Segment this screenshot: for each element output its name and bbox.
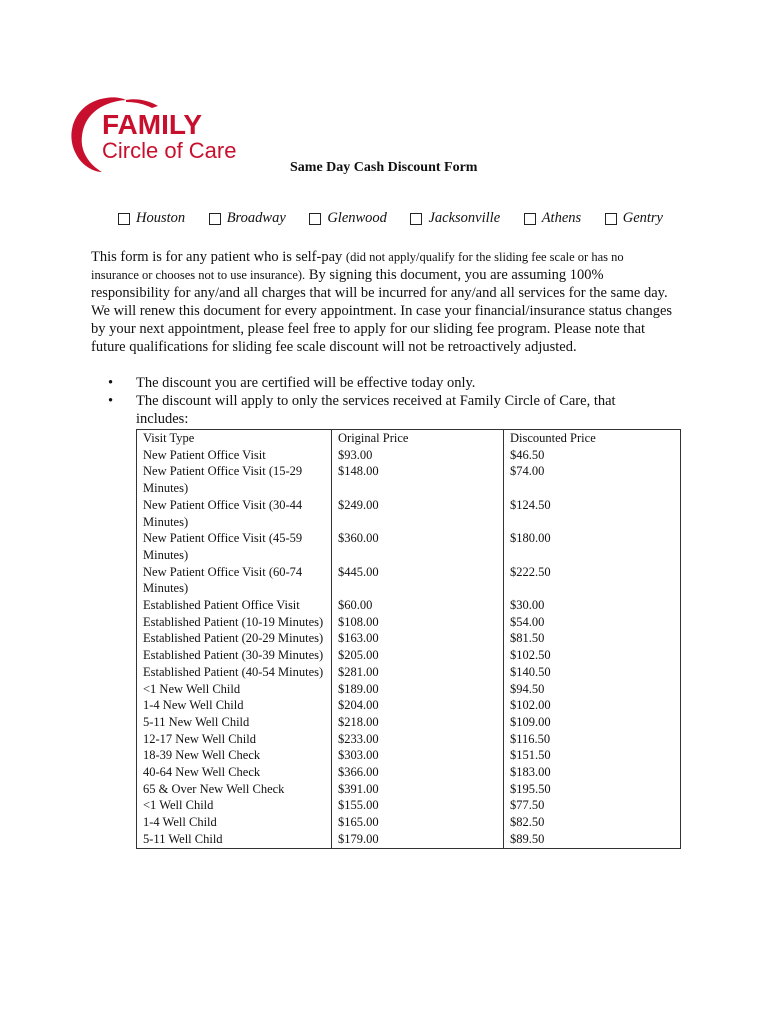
cell-discounted-price: $82.50: [504, 814, 681, 831]
cell-discounted-price: $180.00: [504, 530, 681, 563]
form-title: Same Day Cash Discount Form: [290, 160, 478, 175]
cell-discounted-price: $102.50: [504, 647, 681, 664]
location-option-gentry[interactable]: [605, 210, 663, 227]
location-option-broadway[interactable]: [209, 210, 286, 227]
cell-discounted-price: $116.50: [504, 731, 681, 748]
table-row: [137, 797, 681, 814]
cell-original-price: $93.00: [332, 447, 504, 464]
logo-graphic: [66, 92, 286, 178]
table-row: [137, 831, 681, 848]
cell-discounted-price: $81.50: [504, 630, 681, 647]
checkbox[interactable]: [118, 213, 130, 225]
intro-text-2: (did not apply/qualify for the sliding fee scale or has no insurance or chooses not to use insurance).: [91, 250, 624, 282]
table-row: [137, 697, 681, 714]
table-row: [137, 564, 681, 597]
table-row: [137, 447, 681, 464]
cell-visit-type: 5-11 Well Child: [137, 831, 332, 848]
cell-visit-type: <1 New Well Child: [137, 681, 332, 698]
cell-visit-type: Established Patient (10-19 Minutes): [137, 614, 332, 631]
cell-visit-type: Established Patient (30-39 Minutes): [137, 647, 332, 664]
header-original-price: Original Price: [332, 430, 504, 447]
location-checkboxes: [118, 210, 663, 227]
header-visit-type: Visit Type: [137, 430, 332, 447]
cell-original-price: $233.00: [332, 731, 504, 748]
location-label: Athens: [541, 210, 582, 226]
header-discounted-price: Discounted Price: [504, 430, 681, 447]
cell-original-price: $148.00: [332, 463, 504, 496]
checkbox[interactable]: [309, 213, 321, 225]
bullet-text: The discount you are certified will be effective today only.: [136, 375, 476, 391]
cell-original-price: $249.00: [332, 497, 504, 530]
cell-visit-type: New Patient Office Visit (30-44 Minutes): [137, 497, 332, 530]
table-row: [137, 530, 681, 563]
location-label: Jacksonville: [428, 210, 501, 226]
table-row: [137, 747, 681, 764]
cell-visit-type: 12-17 New Well Child: [137, 731, 332, 748]
table-row: [137, 463, 681, 496]
cell-visit-type: Established Patient (20-29 Minutes): [137, 630, 332, 647]
cell-discounted-price: $54.00: [504, 614, 681, 631]
checkbox[interactable]: [605, 213, 617, 225]
cell-discounted-price: $77.50: [504, 797, 681, 814]
cell-discounted-price: $94.50: [504, 681, 681, 698]
cell-visit-type: 40-64 New Well Check: [137, 764, 332, 781]
bullet-icon: •: [108, 393, 114, 409]
table-row: [137, 814, 681, 831]
bullet-icon: •: [108, 375, 114, 391]
cell-discounted-price: $46.50: [504, 447, 681, 464]
cell-discounted-price: $183.00: [504, 764, 681, 781]
cell-visit-type: 18-39 New Well Check: [137, 747, 332, 764]
cell-original-price: $163.00: [332, 630, 504, 647]
cell-discounted-price: $102.00: [504, 697, 681, 714]
checkbox[interactable]: [524, 213, 536, 225]
cell-visit-type: 1-4 New Well Child: [137, 697, 332, 714]
cell-visit-type: New Patient Office Visit (45-59 Minutes): [137, 530, 332, 563]
cell-original-price: $303.00: [332, 747, 504, 764]
cell-visit-type: 65 & Over New Well Check: [137, 781, 332, 798]
table-row: [137, 781, 681, 798]
cell-visit-type: New Patient Office Visit (60-74 Minutes): [137, 564, 332, 597]
cell-discounted-price: $151.50: [504, 747, 681, 764]
checkbox[interactable]: [209, 213, 221, 225]
table-row: [137, 664, 681, 681]
cell-original-price: $218.00: [332, 714, 504, 731]
cell-visit-type: New Patient Office Visit: [137, 447, 332, 464]
cell-visit-type: Established Patient (40-54 Minutes): [137, 664, 332, 681]
location-option-glenwood[interactable]: [309, 210, 387, 227]
location-option-jacksonville[interactable]: [410, 210, 500, 227]
logo-text-family: FAMILY: [102, 109, 203, 140]
cell-original-price: $108.00: [332, 614, 504, 631]
intro-text-1: This form is for any patient who is self-pay: [91, 249, 346, 265]
table-row: [137, 714, 681, 731]
table-row: [137, 731, 681, 748]
cell-discounted-price: $74.00: [504, 463, 681, 496]
cell-discounted-price: $124.50: [504, 497, 681, 530]
list-item: [108, 392, 668, 428]
cell-original-price: $155.00: [332, 797, 504, 814]
cell-visit-type: <1 Well Child: [137, 797, 332, 814]
cell-discounted-price: $109.00: [504, 714, 681, 731]
cell-original-price: $360.00: [332, 530, 504, 563]
cell-discounted-price: $222.50: [504, 564, 681, 597]
cell-visit-type: 5-11 New Well Child: [137, 714, 332, 731]
cell-visit-type: New Patient Office Visit (15-29 Minutes): [137, 463, 332, 496]
table-row: [137, 497, 681, 530]
list-item: [108, 374, 668, 392]
cell-visit-type: 1-4 Well Child: [137, 814, 332, 831]
table-row: [137, 647, 681, 664]
price-table: [136, 429, 681, 849]
logo-text-circle-of-care: Circle of Care: [102, 138, 237, 163]
bullet-list: [108, 374, 668, 428]
table-row: [137, 681, 681, 698]
cell-discounted-price: $89.50: [504, 831, 681, 848]
cell-original-price: $165.00: [332, 814, 504, 831]
cell-original-price: $281.00: [332, 664, 504, 681]
table-row: [137, 614, 681, 631]
location-label: Houston: [136, 210, 186, 226]
intro-text-3: By signing this document, you are assuming 100% responsibility for any/and all charges that will be incurred for any/and all services for the same day. We will renew this document for every appointment. In case your financial/insurance status changes by your next appointment, please feel free to apply for our sliding fee program. Please note that future qualifications for sliding fee scale discount will not be retroactively adjusted.: [91, 267, 673, 355]
location-option-houston[interactable]: [118, 210, 185, 227]
table-row: [137, 597, 681, 614]
cell-original-price: $189.00: [332, 681, 504, 698]
cell-original-price: $366.00: [332, 764, 504, 781]
location-option-athens[interactable]: [524, 210, 581, 227]
cell-original-price: $391.00: [332, 781, 504, 798]
cell-original-price: $205.00: [332, 647, 504, 664]
location-label: Glenwood: [327, 210, 387, 226]
cell-discounted-price: $195.50: [504, 781, 681, 798]
location-label: Broadway: [226, 210, 286, 226]
cell-original-price: $204.00: [332, 697, 504, 714]
cell-discounted-price: $140.50: [504, 664, 681, 681]
family-circle-of-care-logo: [66, 92, 286, 178]
cell-original-price: $60.00: [332, 597, 504, 614]
table-row: [137, 764, 681, 781]
cell-original-price: $445.00: [332, 564, 504, 597]
cell-visit-type: Established Patient Office Visit: [137, 597, 332, 614]
table-header-row: [137, 430, 681, 447]
location-label: Gentry: [622, 210, 663, 226]
checkbox[interactable]: [410, 213, 422, 225]
intro-paragraph: [91, 248, 674, 356]
cell-original-price: $179.00: [332, 831, 504, 848]
table-row: [137, 630, 681, 647]
cell-discounted-price: $30.00: [504, 597, 681, 614]
bullet-text: The discount will apply to only the services received at Family Circle of Care, that includes:: [136, 393, 616, 427]
